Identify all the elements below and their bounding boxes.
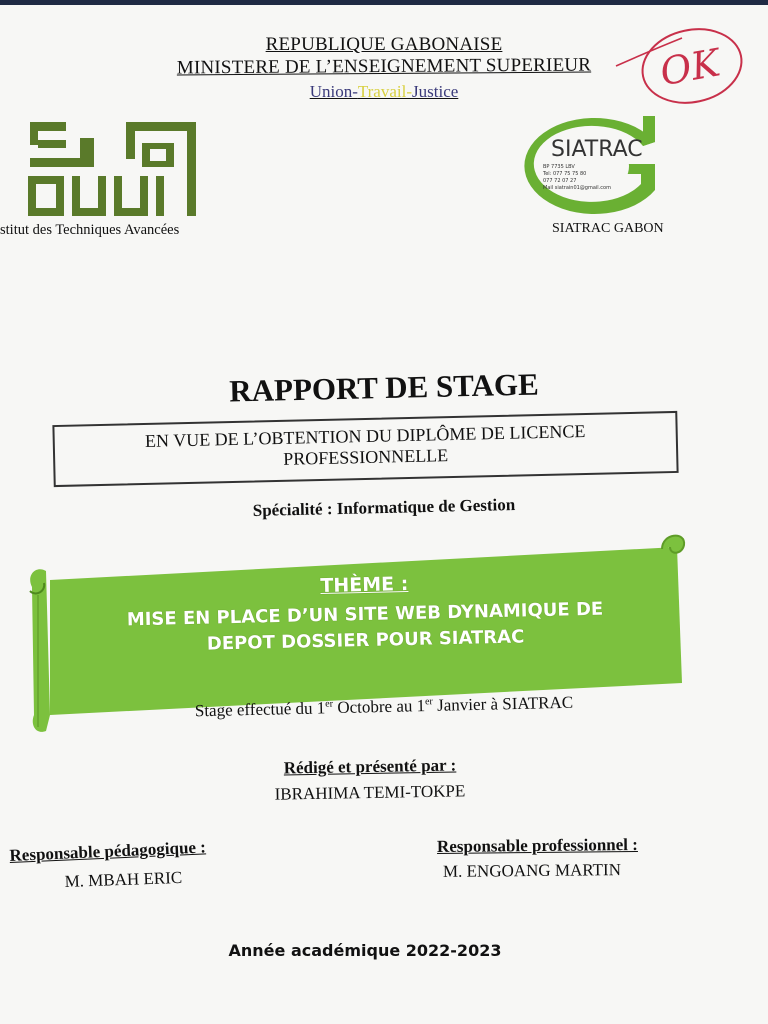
academic-year: Année académique 2022-2023 (228, 941, 502, 960)
motto-union: Union- (309, 82, 358, 101)
specialite-line: Spécialité : Informatique de Gestion (252, 495, 516, 520)
ita-logo (22, 118, 202, 220)
top-edge-bar (0, 0, 768, 5)
siatrac-contact-line: BP 7735 LBV (543, 164, 575, 170)
stage-sup-1: er (325, 698, 334, 710)
ministry-heading: MINISTERE DE L’ENSEIGNEMENT SUPERIEUR (176, 54, 592, 79)
objective-line-1: EN VUE DE L’OBTENTION DU DIPLÔME DE LICENCE (144, 421, 586, 451)
motto-justice: Justice (412, 82, 459, 101)
pedagogical-supervisor-label: Responsable pédagogique : (9, 837, 207, 866)
siatrac-contact-line: 077 72 07 27 (543, 178, 577, 184)
siatrac-contact-line: Tel: 077 75 75 80 (543, 171, 587, 177)
theme-label: THÈME : (320, 573, 409, 598)
stage-text-3: Janvier à SIATRAC (432, 692, 574, 715)
professional-supervisor-label: Responsable professionnel : (436, 834, 638, 857)
author-label: Rédigé et présenté par : (283, 755, 457, 778)
theme-block (54, 567, 676, 661)
siatrac-caption: SIATRAC GABON (552, 221, 664, 236)
theme-line-1: MISE EN PLACE D’UN SITE WEB DYNAMIQUE DE (126, 598, 604, 631)
objective-line-2: PROFESSIONNELLE (282, 445, 449, 469)
siatrac-logo-name: SIATRAC (551, 137, 643, 162)
siatrac-contact-line: Mail siatrain01@gmail.com (543, 185, 611, 191)
report-title: RAPPORT DE STAGE (228, 366, 540, 409)
stage-text-1: Stage effectué du 1 (194, 698, 326, 721)
theme-line-2: DEPOT DOSSIER POUR SIATRAC (206, 626, 525, 655)
stage-sup-2: er (424, 696, 433, 708)
siatrac-logo (505, 112, 675, 217)
professional-supervisor-name: M. ENGOANG MARTIN (442, 860, 622, 881)
author-name: IBRAHIMA TEMI-TOKPE (274, 781, 466, 804)
motto-travail: Travail- (357, 82, 413, 101)
objective-box (52, 411, 678, 487)
pedagogical-supervisor-name: M. MBAH ERIC (64, 867, 183, 892)
ita-caption: stitut des Techniques Avancées (0, 222, 180, 238)
stage-text-2: Octobre au 1 (332, 696, 426, 718)
ok-stamp (612, 14, 752, 114)
ok-stamp-text: OK (656, 40, 724, 95)
country-heading: REPUBLIQUE GABONAISE (265, 34, 503, 55)
